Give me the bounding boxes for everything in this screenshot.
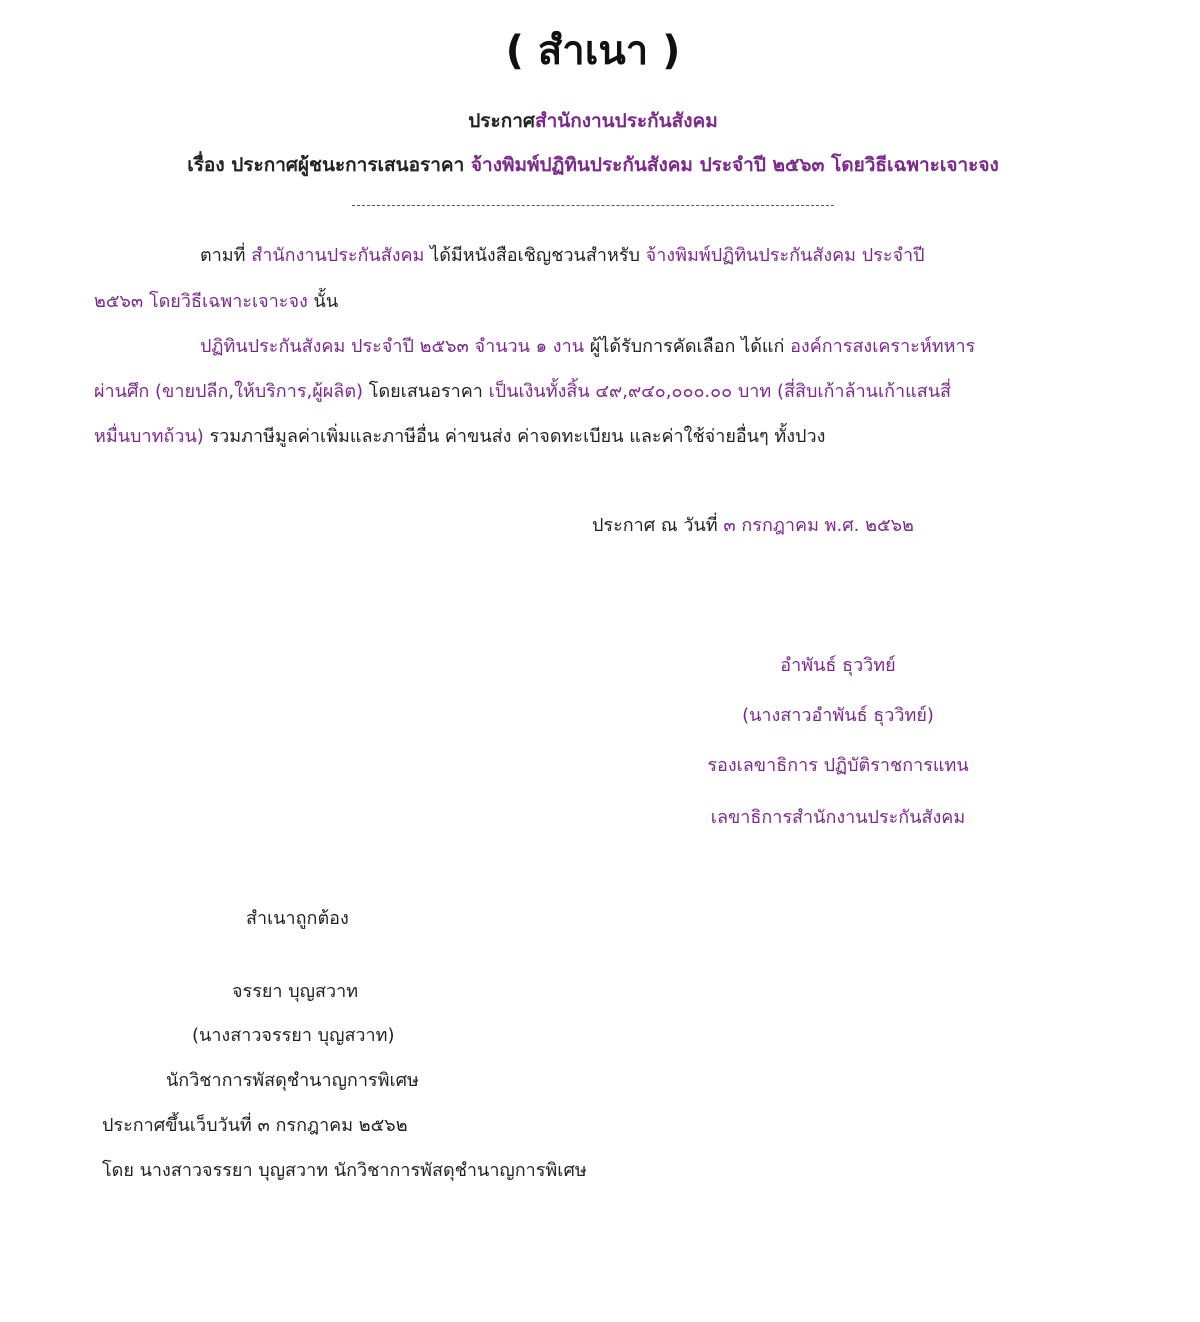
p2-selected: ผู้ได้รับการคัดเลือก ได้แก่ — [589, 336, 785, 357]
certifier-position: นักวิชาการพัสดุชำนาญการพิเศษ — [166, 1070, 419, 1091]
posted-by: โดย นางสาวจรรยา บุญสวาท นักวิชาการพัสดุชำนาญการพิเศษ — [102, 1160, 587, 1181]
p2-winner: องค์การสงเคราะห์ทหาร — [790, 336, 976, 357]
date-value: ๓ กรกฎาคม พ.ศ. ๒๕๖๒ — [723, 515, 914, 536]
subject-project: จ้างพิมพ์ปฏิทินประกันสังคม ประจำปี ๒๕๖๓ โดยวิธีเฉพาะเจาะจง — [470, 154, 999, 176]
announcement-subject — [0, 150, 1186, 180]
p2-bid: โดยเสนอราคา — [368, 381, 483, 402]
signatory-signed-name: อำพันธ์ ธุววิทย์ — [780, 655, 896, 676]
p1-project: จ้างพิมพ์ปฏิทินประกันสังคม ประจำปี — [645, 245, 925, 266]
copy-mark-heading: ( สำเนา ) — [505, 28, 681, 74]
p1-invitation: ได้มีหนังสือเชิญชวนสำหรับ — [430, 245, 640, 266]
certified-copy-label: สำเนาถูกต้อง — [246, 908, 349, 929]
p1-organization: สำนักงานประกันสังคม — [251, 245, 425, 266]
p1-project-cont: ๒๕๖๓ โดยวิธีเฉพาะเจาะจง — [94, 291, 308, 312]
paragraph-1-line-1 — [200, 240, 925, 269]
p2-amount: ๔๙,๙๔๐,๐๐๐.๐๐ บาท (สี่สิบเก้าล้านเก้าแสนสี่ — [595, 381, 952, 402]
subject-prefix: เรื่อง ประกาศผู้ชนะการเสนอราคา — [187, 154, 465, 176]
p1-end: นั้น — [313, 291, 339, 312]
signatory-full-name: (นางสาวอำพันธ์ ธุววิทย์) — [742, 705, 934, 726]
web-posted-date: ประกาศขึ้นเว็บวันที่ ๓ กรกฎาคม ๒๕๖๒ — [102, 1115, 408, 1136]
certifier-signed-name: จรรยา บุญสวาท — [232, 981, 359, 1002]
p2-winner-cont: ผ่านศึก (ขายปลีก,ให้บริการ,ผู้ผลิต) — [94, 381, 364, 402]
p2-total-label: เป็นเงินทั้งสิ้น — [488, 381, 590, 402]
signatory-position-2: เลขาธิการสำนักงานประกันสังคม — [710, 807, 966, 828]
paragraph-2-line-1 — [200, 331, 975, 360]
certifier-full-name: (นางสาวจรรยา บุญสวาท) — [192, 1025, 395, 1046]
paragraph-2-line-2 — [94, 376, 951, 405]
p1-lead: ตามที่ — [200, 245, 246, 266]
signatory-position-1: รองเลขาธิการ ปฏิบัติราชการแทน — [707, 755, 969, 776]
date-label: ประกาศ ณ วันที่ — [592, 515, 718, 536]
p2-terms: รวมภาษีมูลค่าเพิ่มและภาษีอื่น ค่าขนส่ง ค่าจดทะเบียน และค่าใช้จ่ายอื่นๆ ทั้งปวง — [209, 426, 826, 447]
paragraph-1-line-2 — [94, 286, 338, 315]
p2-amount-cont: หมื่นบาทถ้วน) — [94, 426, 204, 447]
announcement-title — [0, 106, 1186, 136]
divider-line — [352, 205, 834, 206]
title-prefix: ประกาศ — [468, 110, 535, 132]
announcement-date — [592, 510, 914, 539]
title-organization: สำนักงานประกันสังคม — [534, 110, 718, 132]
p2-item: ปฏิทินประกันสังคม ประจำปี ๒๕๖๓ จำนวน ๑ งาน — [200, 336, 584, 357]
paragraph-2-line-3 — [94, 421, 825, 450]
